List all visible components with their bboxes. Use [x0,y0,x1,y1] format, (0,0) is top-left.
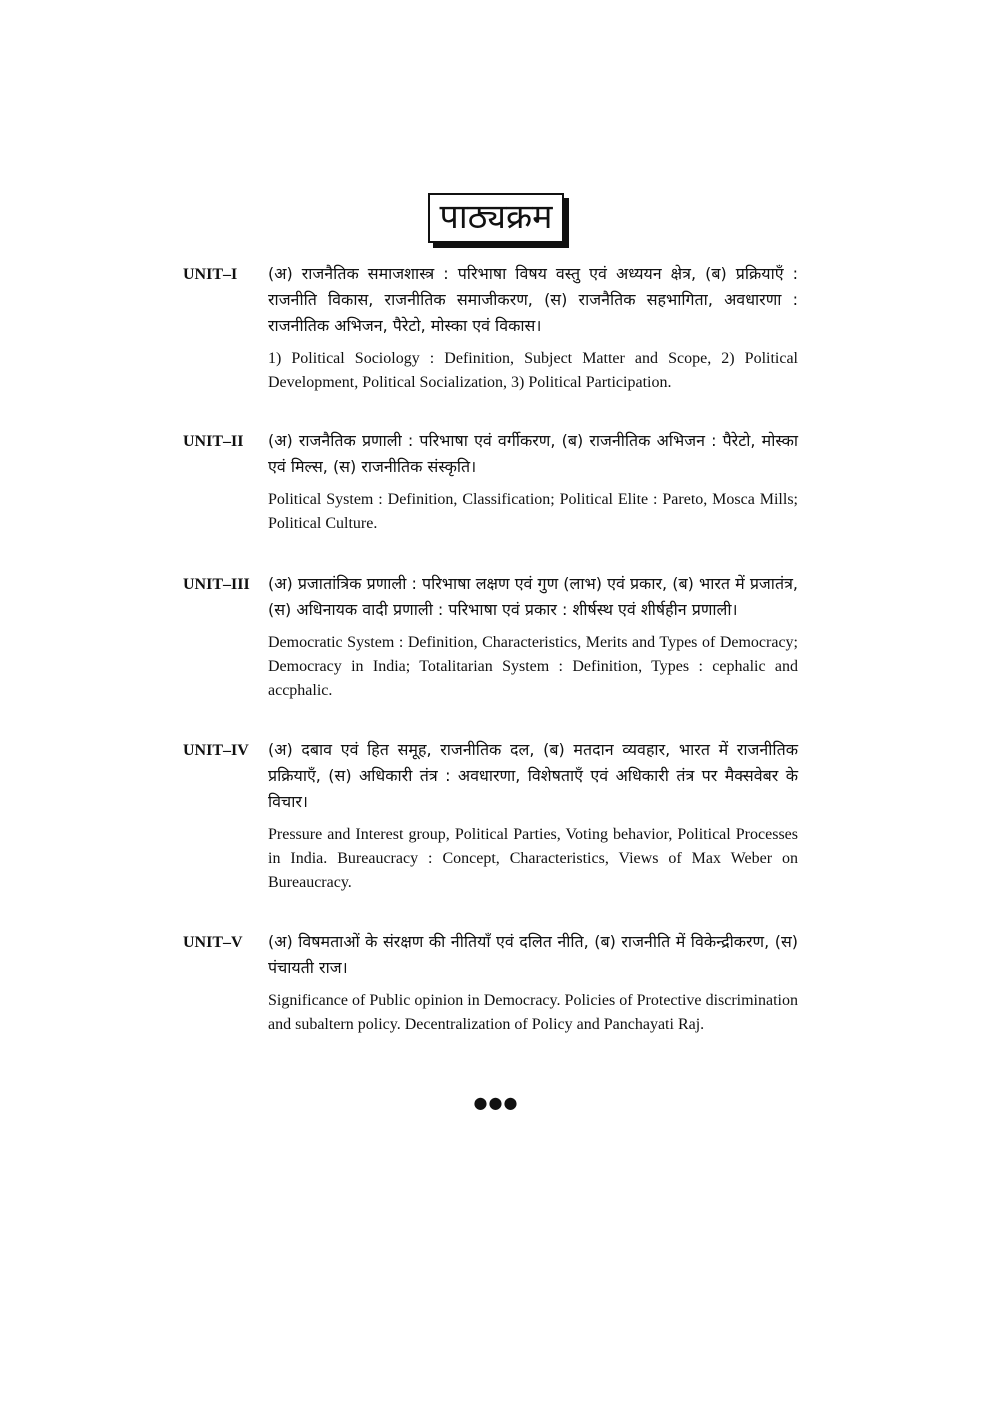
syllabus-content [183,261,798,1037]
unit-2 [183,428,798,536]
unit-2-body [268,428,798,536]
unit-4-label: UNIT–IV [183,742,249,759]
unit-1-english-text: 1) Political Sociology : Definition, Subject Matter and Scope, 2) Political Development, Political Socialization, 3) Political Participation. [268,350,798,391]
unit-4 [183,737,798,895]
unit-3-body [268,571,798,703]
unit-5-label: UNIT–V [183,934,243,951]
unit-3-label: UNIT–III [183,576,250,593]
unit-2-label: UNIT–II [183,433,244,450]
unit-3-hindi-text: (अ) प्रजातांत्रिक प्रणाली : परिभाषा लक्षण एवं गुण (लाभ) एवं प्रकार, (ब) भारत में प्रजातंत्र, (स) अधिनायक वादी प्रणाली : परिभाषा एवं प्रकार : शीर्षस्थ एवं शीर्षहीन प्रणाली। [268,574,798,619]
unit-1-hindi-text: (अ) राजनैतिक समाजशास्त्र : परिभाषा विषय वस्तु एवं अध्ययन क्षेत्र, (ब) प्रक्रियाएँ : राजनीति विकास, राजनीतिक समाजीकरण, (स) राजनैतिक सहभागिता, अवधारणा : राजनीतिक अभिजन, पैरेटो, मोस्का एवं विकास। [268,264,798,335]
unit-4-english-text: Pressure and Interest group, Political Parties, Voting behavior, Political Processes in India. Bureaucracy : Concept, Characteristics, Views of Max Weber on Bureaucracy. [268,826,798,891]
unit-2-hindi-text: (अ) राजनैतिक प्रणाली : परिभाषा एवं वर्गीकरण, (ब) राजनीतिक अभिजन : पैरेटो, मोस्का एवं मिल्स, (स) राजनीतिक संस्कृति। [268,431,798,476]
unit-1-body [268,261,798,395]
unit-1-label: UNIT–I [183,266,238,283]
unit-1 [183,261,798,395]
unit-2-english-text: Political System : Definition, Classification; Political Elite : Pareto, Mosca Mills; Political Culture. [268,491,798,532]
unit-5 [183,929,798,1037]
unit-4-body [268,737,798,895]
unit-3 [183,571,798,703]
end-of-section-mark: ●●● [473,1093,519,1112]
unit-3-english-text: Democratic System : Definition, Characteristics, Merits and Types of Democracy; Democracy in India; Totalitarian System : Definition, Types : cephalic and accphalic. [268,634,798,699]
page-title: पाठ्यक्रम [428,193,565,243]
unit-5-hindi-text: (अ) विषमताओं के संरक्षण की नीतियाँ एवं दलित नीति, (ब) राजनीति में विकेन्द्रीकरण, (स) पंचायती राज। [268,932,798,977]
title-container [0,193,992,243]
unit-4-hindi-text: (अ) दबाव एवं हित समूह, राजनीतिक दल, (ब) मतदान व्यवहार, भारत में राजनीतिक प्रक्रियाएँ, (स) अधिकारी तंत्र : अवधारणा, विशेषताएँ एवं अधिकारी तंत्र पर मैक्सवेबर के विचार। [268,740,798,811]
unit-5-english-text: Significance of Public opinion in Democracy. Policies of Protective discrimination and subaltern policy. Decentralization of Policy and Panchayati Raj. [268,992,798,1033]
unit-5-body [268,929,798,1037]
